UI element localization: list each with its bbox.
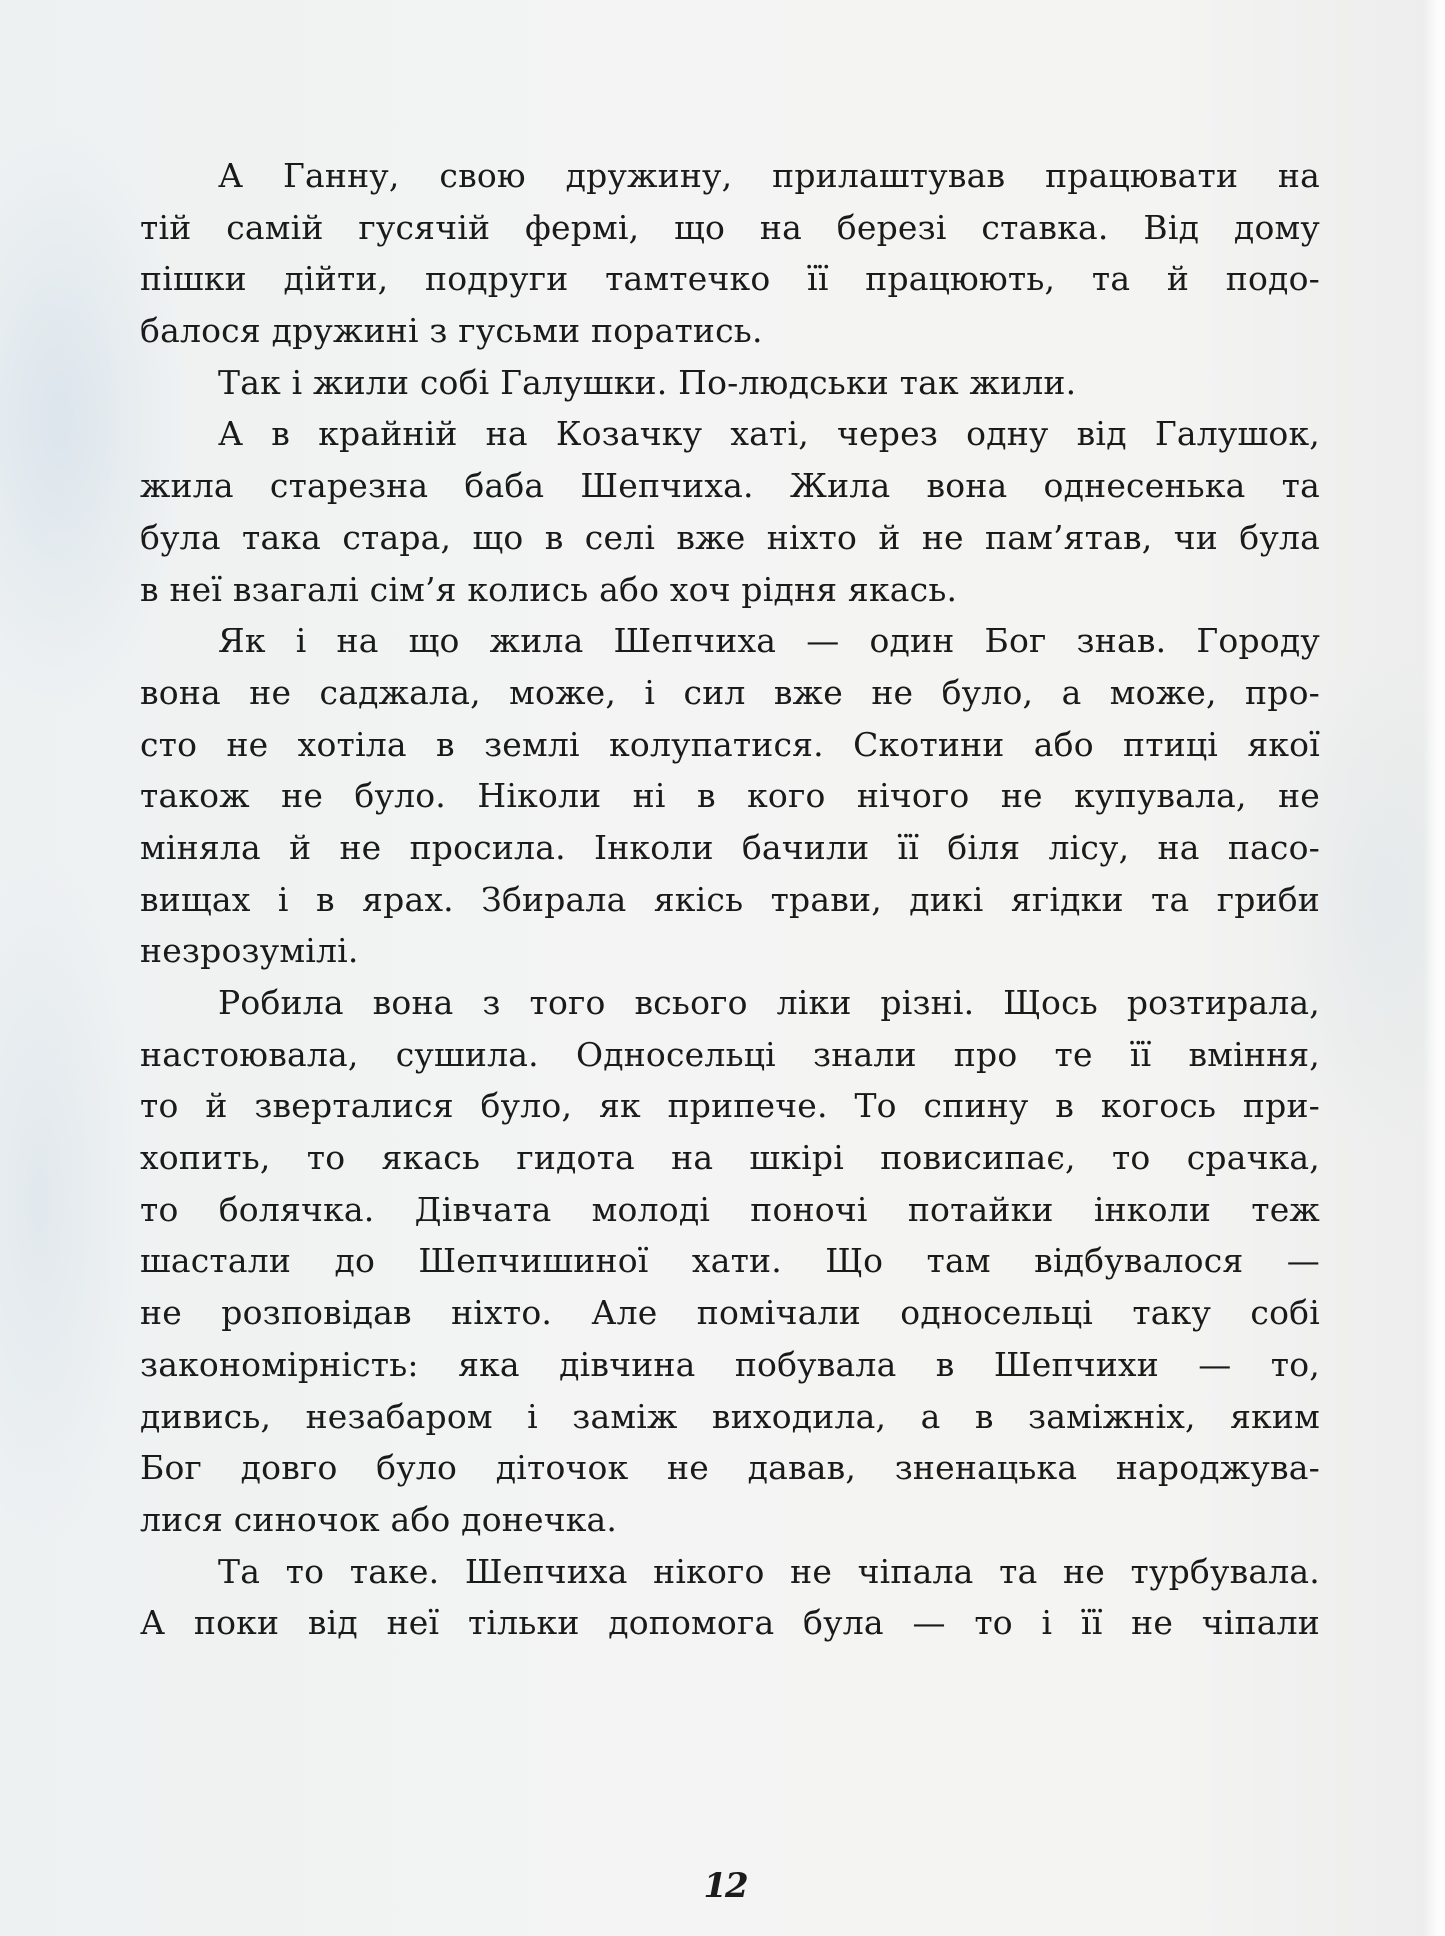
text-line: не розповідав ніхто. Але помічали односельці таку собі [140, 1293, 1320, 1333]
text-line: вищах і в ярах. Збирала якісь трави, дикі ягідки та гриби [140, 879, 1320, 919]
text-line: настоювала, сушила. Односельці знали про те її вміння, [140, 1034, 1320, 1074]
text-line: Та то таке. Шепчиха нікого не чіпала та не турбувала. [218, 1551, 1320, 1591]
text-line: то й зверталися було, як припече. То спину в когось при- [140, 1086, 1320, 1126]
text-line: Так і жили собі Галушки. По-людськи так жили. [218, 362, 1077, 402]
text-line: А в крайній на Козачку хаті, через одну від Галушок, [218, 414, 1320, 454]
page-number: 12 [703, 1866, 747, 1906]
text-line: закономірність: яка дівчина побувала в Шепчихи — то, [140, 1344, 1320, 1384]
text-line: А поки від неї тільки допомога була — то і її не чіпали [140, 1603, 1320, 1643]
text-line: хопить, то якась гидота на шкірі повисипає, то срачка, [140, 1138, 1320, 1178]
text-line: тій самій гусячій фермі, що на березі ставка. Від дому [140, 207, 1320, 247]
text-line: балося дружині з гусьми поратись. [140, 311, 763, 351]
text-line: то болячка. Дівчата молоді поночі потайки інколи теж [140, 1189, 1320, 1229]
text-line: міняла й не просила. Інколи бачили її біля лісу, на пасо- [140, 827, 1320, 867]
text-line: в неї взагалі сім’я колись або хоч рідня якась. [140, 569, 958, 609]
text-line: Як і на що жила Шепчиха — один Бог знав. Городу [218, 621, 1320, 661]
text-line: також не було. Ніколи ні в кого нічого не купувала, не [140, 776, 1320, 816]
text-line: пішки дійти, подруги тамтечко її працюють, та й подо- [140, 259, 1320, 299]
text-line: вона не саджала, може, і сил вже не було, а може, про- [140, 672, 1320, 712]
text-line: А Ганну, свою дружину, прилаштував працювати на [218, 156, 1320, 195]
text-line: жила старезна баба Шепчиха. Жила вона однесенька та [140, 466, 1320, 506]
page-edge-shadow [1423, 0, 1445, 1936]
text-line: була така стара, що в селі вже ніхто й не пам’ятав, чи була [140, 517, 1320, 557]
text-line: Робила вона з того всього ліки різні. Щось розтирала, [218, 983, 1320, 1022]
text-line: лися синочок або донечка. [140, 1499, 618, 1539]
text-line: Бог довго було діточок не давав, зненацька народжува- [140, 1448, 1320, 1488]
text-line: незрозумілі. [140, 931, 359, 971]
text-line: дивись, незабаром і заміж виходила, а в заміжніх, яким [140, 1396, 1320, 1436]
text-line: шастали до Шепчишиної хати. Що там відбувалося — [140, 1241, 1320, 1281]
book-page-text [140, 150, 1320, 1649]
text-line: сто не хотіла в землі колупатися. Скотини або птиці якої [140, 724, 1320, 764]
